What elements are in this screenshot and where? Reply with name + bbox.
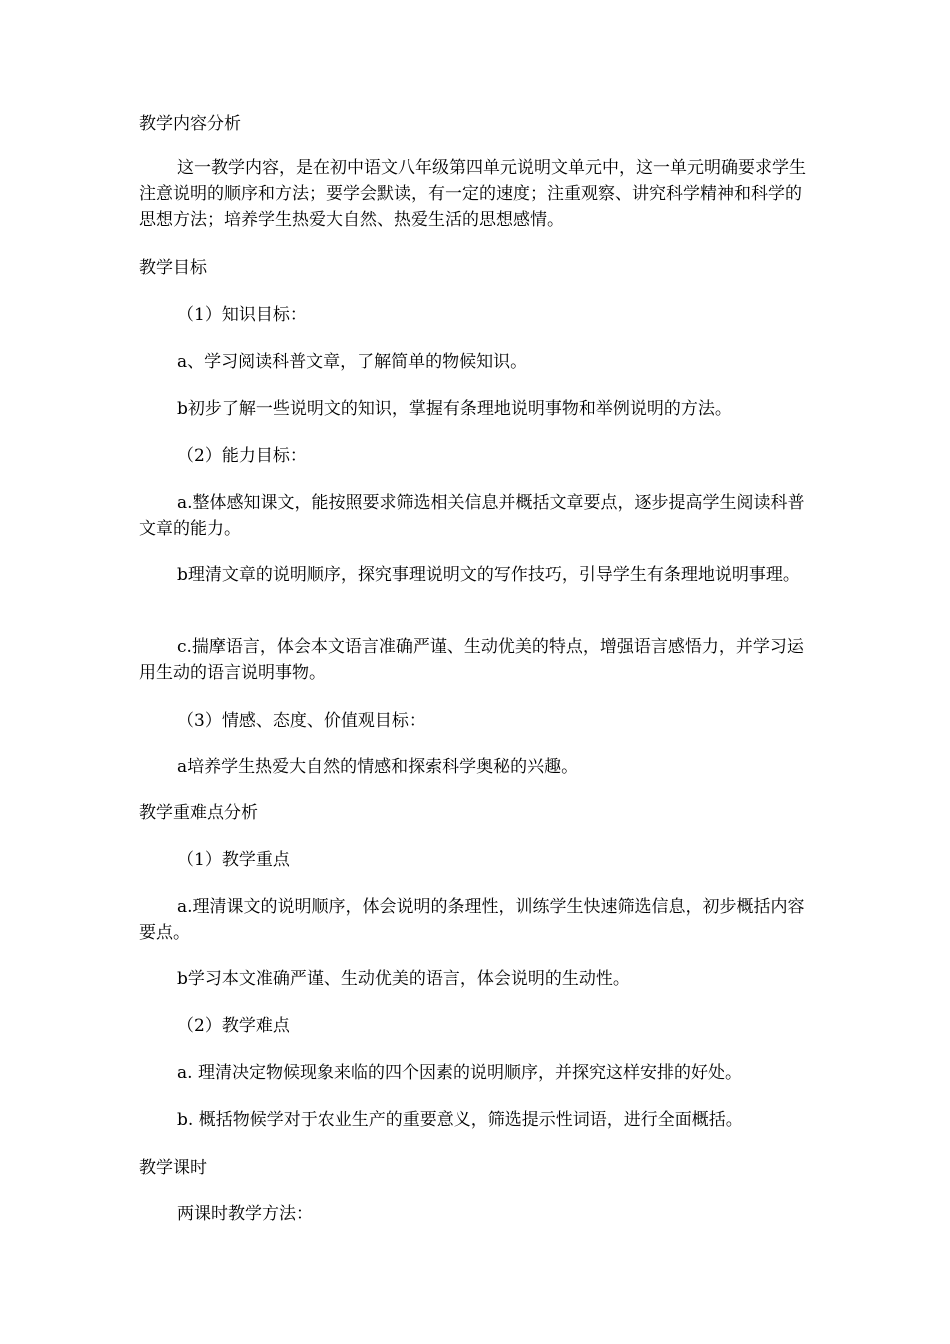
- difficult-points-heading: （2）教学难点: [177, 1016, 290, 1036]
- goal-ability-item-b: b理清文章的说明顺序，探究事理说明文的写作技巧，引导学生有条理地说明事理。: [177, 565, 800, 585]
- key-points-item-a: a.理清课文的说明顺序，体会说明的条理性，训练学生快速筛选信息，初步概括内容要点。: [139, 897, 805, 943]
- section-title-class-hours: 教学课时: [139, 1158, 207, 1178]
- key-points-item-b: b学习本文准确严谨、生动优美的语言，体会说明的生动性。: [177, 969, 630, 989]
- goal-knowledge-item-a: a、学习阅读科普文章，了解简单的物候知识。: [177, 352, 528, 372]
- goal-knowledge-heading: （1）知识目标：: [177, 305, 307, 325]
- section-title-content-analysis: 教学内容分析: [139, 114, 241, 134]
- goal-emotion-item-a: a培养学生热爱大自然的情感和探索科学奥秘的兴趣。: [177, 757, 579, 777]
- goal-emotion-heading: （3）情感、态度、价值观目标：: [177, 711, 426, 731]
- section-title-teaching-goals: 教学目标: [139, 258, 207, 278]
- section-title-key-difficult-points: 教学重难点分析: [139, 803, 258, 823]
- key-points-heading: （1）教学重点: [177, 850, 290, 870]
- goal-ability-heading: （2）能力目标：: [177, 446, 307, 466]
- difficult-points-item-a: a. 理清决定物候现象来临的四个因素的说明顺序，并探究这样安排的好处。: [177, 1063, 742, 1083]
- difficult-points-item-b: b. 概括物候学对于农业生产的重要意义，筛选提示性词语，进行全面概括。: [177, 1110, 743, 1130]
- goal-knowledge-item-b: b初步了解一些说明文的知识，掌握有条理地说明事物和举例说明的方法。: [177, 399, 732, 419]
- paragraph-content-analysis: 这一教学内容，是在初中语文八年级第四单元说明文单元中，这一单元明确要求学生注意说明的顺序和方法；要学会默读，有一定的速度；注重观察、讲究科学精神和科学的思想方法；培养学生热爱大自然、热爱生活的思想感情。: [139, 158, 806, 230]
- goal-ability-item-a: a.整体感知课文，能按照要求筛选相关信息并概括文章要点，逐步提高学生阅读科普文章的能力。: [139, 493, 805, 539]
- goal-ability-item-c: c.揣摩语言，体会本文语言准确严谨、生动优美的特点，增强语言感悟力，并学习运用生动的语言说明事物。: [139, 637, 804, 683]
- class-hours-paragraph: 两课时教学方法：: [177, 1204, 313, 1224]
